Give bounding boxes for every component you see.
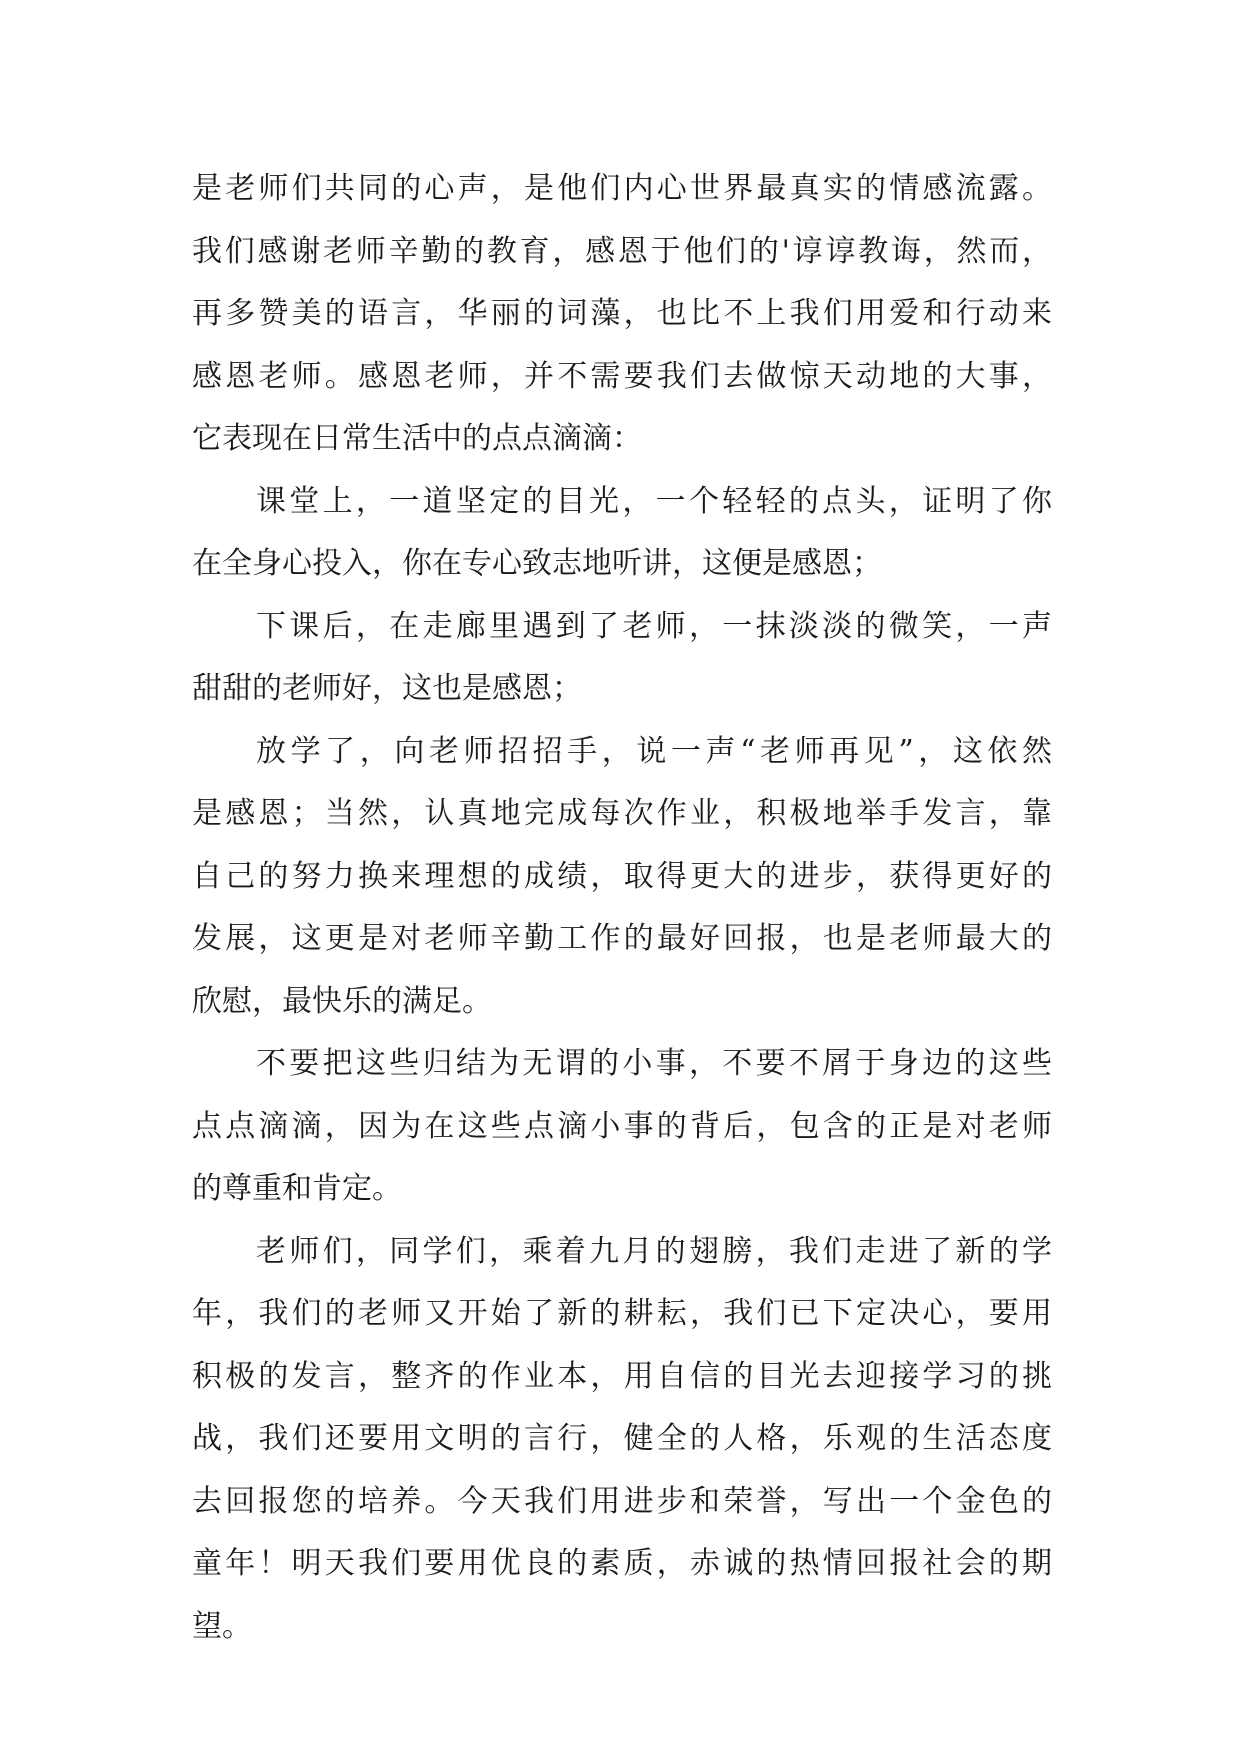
text-line: 课堂上，一道坚定的目光，一个轻轻的点头，证明了你 xyxy=(256,483,1052,519)
text-line: 积极的发言，整齐的作业本，用自信的目光去迎接学习的挑 xyxy=(192,1358,1052,1394)
text-line: 再多赞美的语言，华丽的词藻，也比不上我们用爱和行动来 xyxy=(192,296,1052,331)
text-line: 发展，这更是对老师辛勤工作的最好回报，也是老师最大的 xyxy=(192,921,1052,956)
text-line: 感恩老师。感恩老师，并不需要我们去做惊天动地的大事， xyxy=(192,358,1052,394)
text-line: 是老师们共同的心声，是他们内心世界最真实的情感流露。 xyxy=(192,171,1052,206)
text-line: 去回报您的培养。今天我们用进步和荣誉，写出一个金色的 xyxy=(192,1483,1052,1519)
text-line: 下课后，在走廊里遇到了老师，一抹淡淡的微笑，一声 xyxy=(256,608,1052,644)
text-line: 的尊重和肯定。 xyxy=(192,1171,402,1206)
text-line: 童年！明天我们要用优良的素质，赤诚的热情回报社会的期 xyxy=(192,1546,1052,1581)
text-line: 甜甜的老师好，这也是感恩； xyxy=(192,671,582,706)
text-line: 我们感谢老师辛勤的教育，感恩于他们的'谆谆教诲，然而， xyxy=(192,233,1052,269)
document-body xyxy=(192,158,1052,1658)
text-line: 点点滴滴，因为在这些点滴小事的背后，包含的正是对老师 xyxy=(192,1108,1052,1144)
text-line: 自己的努力换来理想的成绩，取得更大的进步，获得更好的 xyxy=(192,858,1052,894)
text-line: 欣慰，最快乐的满足。 xyxy=(192,983,492,1019)
text-line: 在全身心投入，你在专心致志地听讲，这便是感恩； xyxy=(192,546,882,581)
text-line: 不要把这些归结为无谓的小事，不要不屑于身边的这些 xyxy=(256,1046,1052,1081)
text-line: 是感恩；当然，认真地完成每次作业，积极地举手发言，靠 xyxy=(192,796,1052,831)
text-line: 老师们，同学们，乘着九月的翅膀，我们走进了新的学 xyxy=(256,1233,1052,1269)
text-line: 它表现在日常生活中的点点滴滴： xyxy=(192,421,642,456)
text-line: 战，我们还要用文明的言行，健全的人格，乐观的生活态度 xyxy=(192,1421,1052,1456)
text-line: 放学了，向老师招招手，说一声“老师再见”，这依然 xyxy=(256,733,1052,769)
text-line: 望。 xyxy=(192,1608,252,1644)
text-line: 年，我们的老师又开始了新的耕耘，我们已下定决心，要用 xyxy=(192,1296,1052,1331)
